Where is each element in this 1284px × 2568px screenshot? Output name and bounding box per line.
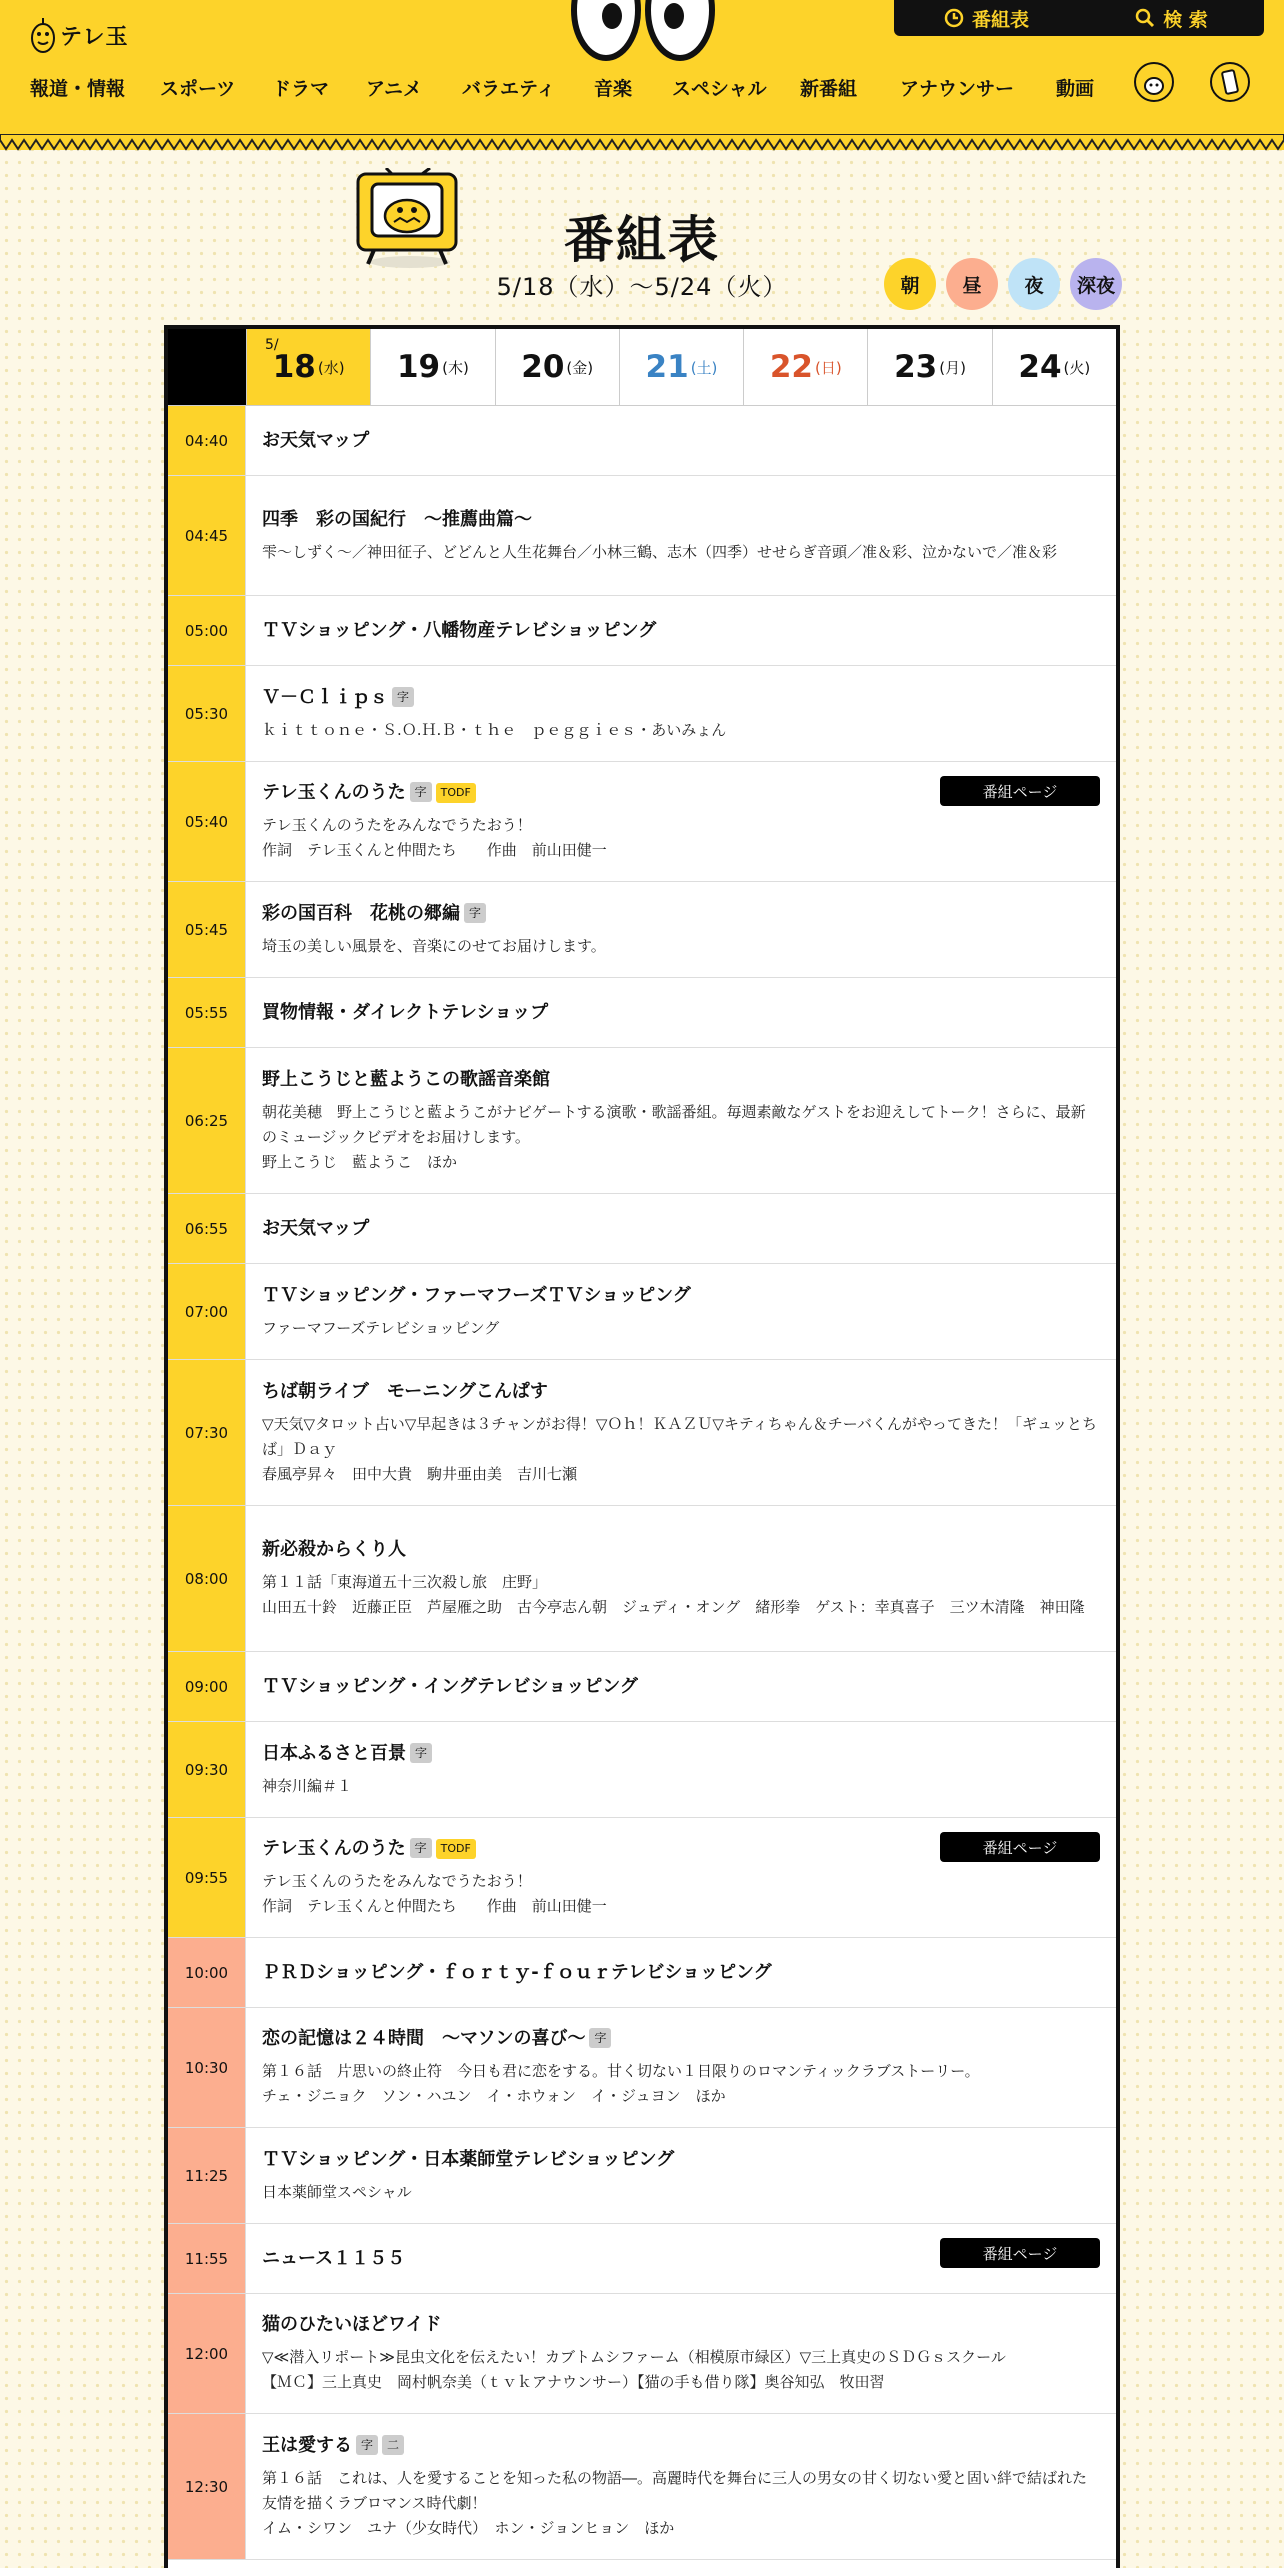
time-of-day-late-night[interactable] <box>1070 258 1122 310</box>
program-info <box>246 1264 1116 1359</box>
date-tab-weekday: (金) <box>566 358 594 377</box>
top-utility-bar <box>894 0 1264 36</box>
date-tab-weekday: (日) <box>814 358 842 377</box>
program-description: 第１６話 これは、人を愛することを知った私の物語―。高麗時代を舞台に三人の男女の甘く切ない愛と固い絆で結ばれた友情を描くラブロマンス時代劇！ イム・シワン ユナ（少女時代） ホン・ジョンヒョン ほか <box>262 2468 1088 2537</box>
program-row[interactable] <box>168 2294 1116 2414</box>
program-row[interactable] <box>168 2128 1116 2224</box>
program-title[interactable]: 猫のひたいほどワイド <box>262 2314 442 2335</box>
time-of-day-label: 深夜 <box>1076 274 1115 297</box>
program-title-line <box>262 2312 1100 2338</box>
program-description: ▽天気▽タロット占い▽早起きは３チャンがお得！▽Ｏｈ！ＫＡＺＵ▽キティちゃん＆チーバくんがやってきた！「ギュッとちば」Ｄａｙ 春風亭昇々 田中大貴 駒井亜由美 吉川七瀬 <box>262 1414 1097 1483</box>
program-time: 10:00 <box>168 1938 246 2007</box>
program-title-line <box>262 1379 1100 1405</box>
program-description: ｋｉｔｔｏｎｅ・Ｓ.Ｏ.Ｈ.Ｂ・ｔｈｅ ｐｅｇｇｉｅｓ・あいみょん <box>262 720 727 739</box>
program-info <box>246 1722 1116 1817</box>
program-time: 08:00 <box>168 1506 246 1651</box>
date-header <box>168 329 1116 406</box>
program-badge: 字 <box>356 2435 378 2455</box>
program-description: 第１１話「東海道五十三次殺し旅 庄野」 山田五十鈴 近藤正臣 芦屋雁之助 古今亭志ん朝 ジュディ・オング 緒形拳 ゲスト：幸真喜子 三ツ木清隆 神田隆 <box>262 1573 1085 1616</box>
date-tab-19[interactable] <box>370 329 494 405</box>
program-time: 11:25 <box>168 2128 246 2223</box>
program-title-line <box>262 2433 1100 2459</box>
program-title[interactable]: 彩の国百科 花桃の郷編 <box>262 902 460 924</box>
program-row[interactable] <box>168 1194 1116 1264</box>
time-of-day-morning[interactable] <box>884 258 936 310</box>
program-title-line <box>262 2026 1100 2052</box>
program-description: 日本薬師堂スペシャル <box>262 2182 412 2201</box>
date-tab-24[interactable] <box>992 329 1116 405</box>
program-badge: 字 <box>464 903 486 923</box>
program-title[interactable]: ちば朝ライブ モーニングこんぱす <box>262 1380 548 1402</box>
program-row[interactable] <box>168 762 1116 882</box>
program-badge: 字 <box>410 1838 432 1858</box>
program-time: 12:30 <box>168 2414 246 2559</box>
program-row[interactable] <box>168 666 1116 762</box>
date-tab-day-number: 21 <box>645 349 689 385</box>
program-row[interactable] <box>168 476 1116 596</box>
program-time: 07:30 <box>168 1360 246 1505</box>
program-title[interactable]: 日本ふるさと百景 <box>262 1742 406 1764</box>
program-title-line <box>262 618 1100 644</box>
program-time: 05:30 <box>168 666 246 761</box>
nav-drama[interactable]: ドラマ <box>272 78 330 100</box>
program-info <box>246 666 1116 761</box>
date-tab-weekday: (火) <box>1063 358 1091 377</box>
program-title-line <box>262 507 1100 533</box>
program-badge: 字 <box>392 687 414 707</box>
program-row[interactable] <box>168 1722 1116 1818</box>
program-info <box>246 2294 1116 2413</box>
program-description: 埼玉の美しい風景を、音楽にのせてお届けします。 <box>262 936 606 955</box>
program-info <box>246 1048 1116 1193</box>
time-of-day-label: 朝 <box>900 274 920 297</box>
schedule-link-label: 番組表 <box>971 8 1029 31</box>
program-info <box>246 1818 1116 1937</box>
date-tab-day-number: 22 <box>769 349 813 385</box>
program-time: 06:55 <box>168 1194 246 1263</box>
program-badge: TODF <box>436 1839 476 1859</box>
program-time: 05:55 <box>168 978 246 1047</box>
nav-news[interactable]: 報道・情報 <box>30 78 126 100</box>
program-time: 10:30 <box>168 2008 246 2127</box>
program-description: 第１６話 片思いの終止符 今日も君に恋をする。甘く切ない１日限りのロマンティックラブストーリー。 チェ・ジニョク ソン・ハユン イ・ホウォン イ・ジュヨン ほか <box>262 2062 980 2105</box>
program-info <box>246 596 1116 665</box>
date-tab-day-number: 18 <box>272 349 316 385</box>
program-row[interactable] <box>168 2224 1116 2294</box>
program-badge: 字 <box>410 782 432 802</box>
program-info <box>246 1360 1116 1505</box>
program-description: 神奈川編＃１ <box>262 1776 353 1795</box>
main-nav <box>0 74 1284 108</box>
date-tab-weekday: (月) <box>939 358 966 377</box>
search-button-label: 検 索 <box>1163 8 1208 31</box>
program-description: ファーマフーズテレビショッピング <box>262 1318 500 1337</box>
program-title[interactable]: ＴＶショッピング・ファーマフーズＴＶショッピング <box>262 1284 691 1306</box>
program-info <box>246 1194 1116 1263</box>
program-title[interactable]: 買物情報・ダイレクトテレショップ <box>262 1001 549 1023</box>
nav-variety[interactable]: バラエティ <box>462 78 556 100</box>
program-title-line <box>262 685 1100 711</box>
program-time: 04:40 <box>168 406 246 475</box>
program-list <box>168 406 1116 2560</box>
program-info <box>246 762 1116 881</box>
program-badge: 字 <box>410 1743 432 1763</box>
teletama-mascot-icon <box>30 16 56 54</box>
program-time: 06:25 <box>168 1048 246 1193</box>
program-row[interactable] <box>168 1360 1116 1506</box>
program-page-button[interactable]: 番組ページ <box>940 776 1100 806</box>
date-tab-20[interactable] <box>495 329 619 405</box>
program-description: 雫～しずく～／神田征子、どどんと人生花舞台／小林三鶴、志木（四季）せせらぎ音頭／准＆彩、泣かないで／准＆彩 <box>262 542 1058 561</box>
nav-special[interactable]: スペシャル <box>672 78 767 100</box>
header-zigzag-border <box>0 134 1284 152</box>
date-tab-month: 5/ <box>265 337 279 353</box>
teletama-kun-icon <box>1136 64 1172 100</box>
program-title[interactable]: お天気マップ <box>262 429 370 451</box>
search-icon <box>1135 8 1155 28</box>
program-title[interactable]: ニュース１１５５ <box>262 2247 406 2269</box>
program-page-button[interactable]: 番組ページ <box>940 2238 1100 2268</box>
program-info <box>246 2128 1116 2223</box>
mobile-link[interactable] <box>1210 62 1250 102</box>
program-title[interactable]: 王は愛する <box>262 2434 352 2456</box>
date-tab-day-number: 20 <box>521 349 565 385</box>
schedule-link[interactable] <box>894 0 1079 36</box>
program-row[interactable] <box>168 2008 1116 2128</box>
program-info <box>246 2414 1116 2559</box>
date-tab-day-number: 24 <box>1018 349 1062 385</box>
date-tab-day-number: 23 <box>894 349 938 385</box>
site-header <box>0 0 1284 150</box>
program-title[interactable]: 恋の記憶は２４時間 ～マソンの喜び～ <box>262 2028 586 2049</box>
program-row[interactable] <box>168 1652 1116 1722</box>
time-of-day-label: 夜 <box>1024 274 1044 297</box>
program-title-line <box>262 1960 1100 1986</box>
program-row[interactable] <box>168 1506 1116 1652</box>
program-title-line <box>262 1067 1100 1093</box>
program-title-line <box>262 1674 1100 1700</box>
program-title[interactable]: Ｖ－Ｃｌｉｐｓ <box>262 686 388 708</box>
date-header-corner <box>168 329 246 405</box>
program-page-button[interactable]: 番組ページ <box>940 1832 1100 1862</box>
clock-icon <box>944 8 964 28</box>
program-time: 07:00 <box>168 1264 246 1359</box>
program-badge: 二 <box>382 2435 404 2455</box>
program-title[interactable]: テレ玉くんのうた <box>262 1838 406 1859</box>
program-description: テレ玉くんのうたをみんなでうたおう！ 作詞 テレ玉くんと仲間たち 作曲 前山田健一 <box>262 1872 607 1915</box>
program-time: 05:45 <box>168 882 246 977</box>
program-title-line <box>262 1741 1100 1767</box>
program-title-line <box>262 1216 1100 1242</box>
program-info <box>246 1938 1116 2007</box>
program-info <box>246 978 1116 1047</box>
program-info <box>246 1652 1116 1721</box>
program-title[interactable]: 新必殺からくり人 <box>262 1539 406 1560</box>
program-info <box>246 882 1116 977</box>
date-tab-weekday: (土) <box>690 358 718 377</box>
program-time: 05:40 <box>168 762 246 881</box>
date-tab-weekday: (木) <box>442 358 469 377</box>
mascot-eyes-icon <box>568 0 718 64</box>
program-time: 09:30 <box>168 1722 246 1817</box>
time-of-day-label: 昼 <box>962 274 982 297</box>
program-info <box>246 2008 1116 2127</box>
date-tab-22[interactable] <box>743 329 867 405</box>
program-row[interactable] <box>168 406 1116 476</box>
program-title-line <box>262 1283 1100 1309</box>
nav-video[interactable]: 動画 <box>1056 78 1095 100</box>
program-time: 11:55 <box>168 2224 246 2293</box>
program-title[interactable]: 四季 彩の国紀行 ～推薦曲篇～ <box>262 508 532 530</box>
program-title[interactable]: 野上こうじと藍ようこの歌謡音楽館 <box>262 1068 550 1090</box>
program-row[interactable] <box>168 1938 1116 2008</box>
program-row[interactable] <box>168 1264 1116 1360</box>
nav-announcer[interactable]: アナウンサー <box>900 78 1015 100</box>
program-description: ▽≪潜入リポート≫昆虫文化を伝えたい！カブトムシファーム（相模原市緑区）▽三上真史のＳＤＧｓスクール 【ＭＣ】三上真史 岡村帆奈美（ｔｖｋアナウンサー）【猫の手も借り隊】奥谷知弘 牧田習 <box>262 2348 1006 2391</box>
program-title[interactable]: ＴＶショッピング・八幡物産テレビショッピング <box>262 619 657 641</box>
search-button[interactable] <box>1079 0 1264 36</box>
program-title-line <box>262 1537 1100 1563</box>
program-row[interactable] <box>168 596 1116 666</box>
program-row[interactable] <box>168 2414 1116 2560</box>
date-tab-23[interactable] <box>867 329 991 405</box>
program-time: 12:00 <box>168 2294 246 2413</box>
program-time: 04:45 <box>168 476 246 595</box>
program-badge: 字 <box>589 2028 611 2048</box>
program-badge: TODF <box>436 783 476 803</box>
time-of-day-evening[interactable] <box>1008 258 1060 310</box>
program-title-line <box>262 428 1100 454</box>
program-info <box>246 1506 1116 1651</box>
date-range: 5/18（水）〜5/24（火） <box>496 273 788 301</box>
program-info <box>246 2224 1116 2293</box>
nav-sports[interactable]: スポーツ <box>160 78 236 100</box>
program-row[interactable] <box>168 882 1116 978</box>
nav-anime[interactable]: アニメ <box>366 78 423 100</box>
program-time: 05:00 <box>168 596 246 665</box>
program-title[interactable]: ＴＶショッピング・日本薬師堂テレビショッピング <box>262 2148 675 2170</box>
program-info <box>246 406 1116 475</box>
program-row[interactable] <box>168 1048 1116 1194</box>
program-title[interactable]: ＴＶショッピング・イングテレビショッピング <box>262 1675 638 1697</box>
program-title[interactable]: ＰＲＤショッピング・ｆｏｒｔｙ-ｆｏｕｒテレビショッピング <box>262 1961 772 1983</box>
program-title[interactable]: テレ玉くんのうた <box>262 782 406 803</box>
date-tab-21[interactable] <box>619 329 743 405</box>
program-title-line <box>262 2147 1100 2173</box>
program-description: 朝花美穂 野上こうじと藍ようこがナビゲートする演歌・歌謡番組。毎週素敵なゲストをお迎えしてトーク！さらに、最新のミュージックビデオをお届けします。 野上こうじ 藍ようこ ほか <box>262 1102 1086 1171</box>
date-tab-weekday: (水) <box>317 358 345 377</box>
mobile-phone-icon <box>1212 64 1248 100</box>
site-logo-text: テレ玉 <box>60 24 129 50</box>
page-title: 番組表 <box>564 211 720 269</box>
program-title-line <box>262 1000 1100 1026</box>
nav-new-programs[interactable]: 新番組 <box>800 78 858 100</box>
program-row[interactable] <box>168 978 1116 1048</box>
program-title[interactable]: お天気マップ <box>262 1217 370 1239</box>
time-of-day-noon[interactable] <box>946 258 998 310</box>
program-row[interactable] <box>168 1818 1116 1938</box>
program-time: 09:55 <box>168 1818 246 1937</box>
program-time: 09:00 <box>168 1652 246 1721</box>
date-tab-18[interactable] <box>246 329 370 405</box>
date-tab-day-number: 19 <box>396 349 441 385</box>
schedule-table <box>164 325 1120 2568</box>
site-logo[interactable] <box>30 16 129 54</box>
program-title-line <box>262 901 1100 927</box>
program-info <box>246 476 1116 595</box>
program-description: テレ玉くんのうたをみんなでうたおう！ 作詞 テレ玉くんと仲間たち 作曲 前山田健一 <box>262 816 607 859</box>
nav-music[interactable]: 音楽 <box>594 78 633 100</box>
teletama-kun-link[interactable] <box>1134 62 1174 102</box>
